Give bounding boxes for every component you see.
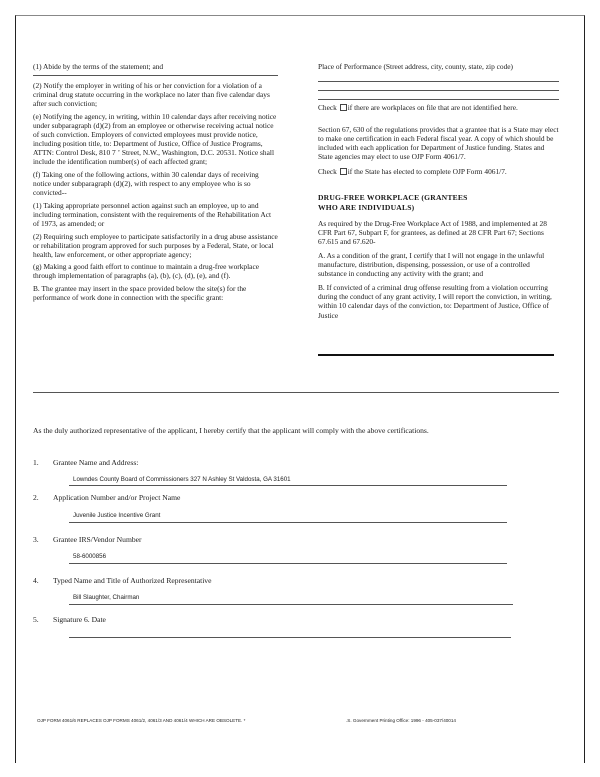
left-paragraph-site-insert: B. The grantee may insert in the space provided below the site(s) for the performance of work done in connection with the specific grant: [33,283,247,303]
grantee-name-line [69,485,507,486]
left-paragraph-notify-agency: (e) Notifying the agency, in writing, within 10 calendar days after receiving notice under subparagraph (d)(2) from an employee or otherwise receiving actual notice of such conviction. Employers of convicted employees must provide notice, including position title, to: Department of Justice, Office of Justice Programs, ATTN: Control Desk, 810 7 ʼ Street, N.W., Washington, D.C. 20531. Notice shall include the identification number(s) of each affected grant; [33,111,277,167]
left-paragraph-actions: (f) Taking one of the following actions, within 30 calendar days of receiving notice under subparagraph (d)(2), with respect to any employee who is so convicted-- [33,169,259,198]
field-number: 3. [33,535,39,544]
right-column [318,62,559,320]
drug-free-heading-line1: DRUG-FREE WORKPLACE (GRANTEES [318,192,468,202]
application-number-line [69,522,507,523]
left-paragraph-rehab-program: (2) Requiring such employee to participate satisfactorily in a drug abuse assistance or rehabilitation program approved for such purposes by a Federal, State, or local health, law enforcement, or other appropriate agency; [33,231,278,259]
footer-printing-office: .S. Government Printing Office: 1996 - 405-037/40014 [346,718,456,723]
field-authorized-rep-label [33,576,211,586]
place-line-2[interactable] [318,90,559,91]
divider [33,75,278,76]
left-paragraph-abide: (1) Abide by the terms of the statement; and [33,62,164,71]
left-paragraph-good-faith: (g) Making a good faith effort to continue to maintain a drug-free workplace through implementation of paragraphs (a), (b), (c), (d), (e), and (f). [33,262,260,281]
left-column [33,62,278,302]
place-of-performance-label: Place of Performance (Street address, city, county, state, zip code) [318,62,514,71]
state-elected-checkbox-text: if the State has elected to complete OJP Form 4061/7. [347,166,507,176]
drug-free-heading-line2: WHO ARE INDIVIDUALS) [318,202,415,212]
as-required-paragraph: As required by the Drug-Free Workplace Act of 1988, and implemented at 28 CFR Part 67, Subpart F, for grantees, as defined at 28 CFR Part 67; Sections 67.615 and 67.620- [318,218,547,246]
field-application-number-label [33,493,180,503]
state-elected-checkbox[interactable] [340,168,347,175]
field-number: 5. [33,615,39,624]
condition-of-grant-paragraph: A. As a condition of the grant, I certify that I will not engage in the unlawful manufacture, distribution, dispensing, possession, or use of a controlled substance in conducting any activity with the grant; and [318,250,545,279]
certification-statement: As the duly authorized representative of the applicant, I hereby certify that the applicant will comply with the above certifications. [33,426,429,435]
if-convicted-paragraph: B. If convicted of a criminal drug offense resulting from a violation occurring during the conduct of any grant activity, I will report the conviction, in writing, within 10 calendar days of the conviction, to: Department of Justice, Office of Justice [318,283,552,320]
place-line-1[interactable] [318,81,559,82]
irs-vendor-value[interactable]: 58-6000856 [73,553,107,560]
grantee-name-value[interactable]: Lowndes County Board of Commissioners 327 N Ashley St Valdosta, GA 31601 [73,476,291,483]
authorized-rep-value[interactable]: Bill Slaughter, Chairman [73,594,140,601]
state-elected-checkbox-row [318,167,559,176]
application-number-value[interactable]: Juvenile Justice Incentive Grant [73,512,161,519]
field-signature-date-label [33,615,106,625]
field-label: Signature 6. Date [53,615,106,624]
right-column-end-rule [318,354,554,356]
field-label: Grantee IRS/Vendor Number [53,535,142,544]
workplaces-checkbox-text: if there are workplaces on file that are not identified here. [347,103,518,113]
section-67-paragraph: Section 67, 630 of the regulations provides that a grantee that is a State may elect to make one certification in each Federal fiscal year. A copy of which should be included with each application for Department of Justice funding. States and State agencies may elect to use OJP Form 4061/7. [318,125,559,162]
place-line-3[interactable] [318,99,559,100]
field-grantee-name-label [33,458,138,468]
signature-line[interactable] [69,637,511,638]
workplaces-on-file-checkbox[interactable] [340,104,347,111]
field-label: Typed Name and Title of Authorized Representative [53,576,212,585]
check-prefix: Check [318,166,337,176]
check-prefix: Check [318,103,337,113]
authorized-rep-line [69,604,513,605]
field-number: 1. [33,458,39,467]
section-divider [33,392,559,393]
field-number: 2. [33,493,39,502]
field-label: Application Number and/or Project Name [53,493,181,502]
left-paragraph-personnel-action: (1) Taking appropriate personnel action against such an employee, up to and including termination, consistent with the requirements of the Rehabilitation Act of 1973, as amended; or [33,200,272,228]
irs-vendor-line [69,563,507,564]
footer-form-number: OJP FORM 4061/6 REPLACES OJP FORMS 4061/2, 4061/3 AND 4061/4 WHICH ARE OBSOLETE. * [37,718,246,723]
left-paragraph-notify-employer: (2) Notify the employer in writing of his or her conviction for a violation of a criminal drug statute occurring in the workplace no later than five calendar days after such conviction; [33,81,270,109]
workplaces-checkbox-row [318,103,559,112]
field-label: Grantee Name and Address: [53,458,139,467]
field-irs-vendor-label [33,535,142,545]
field-number: 4. [33,576,39,585]
